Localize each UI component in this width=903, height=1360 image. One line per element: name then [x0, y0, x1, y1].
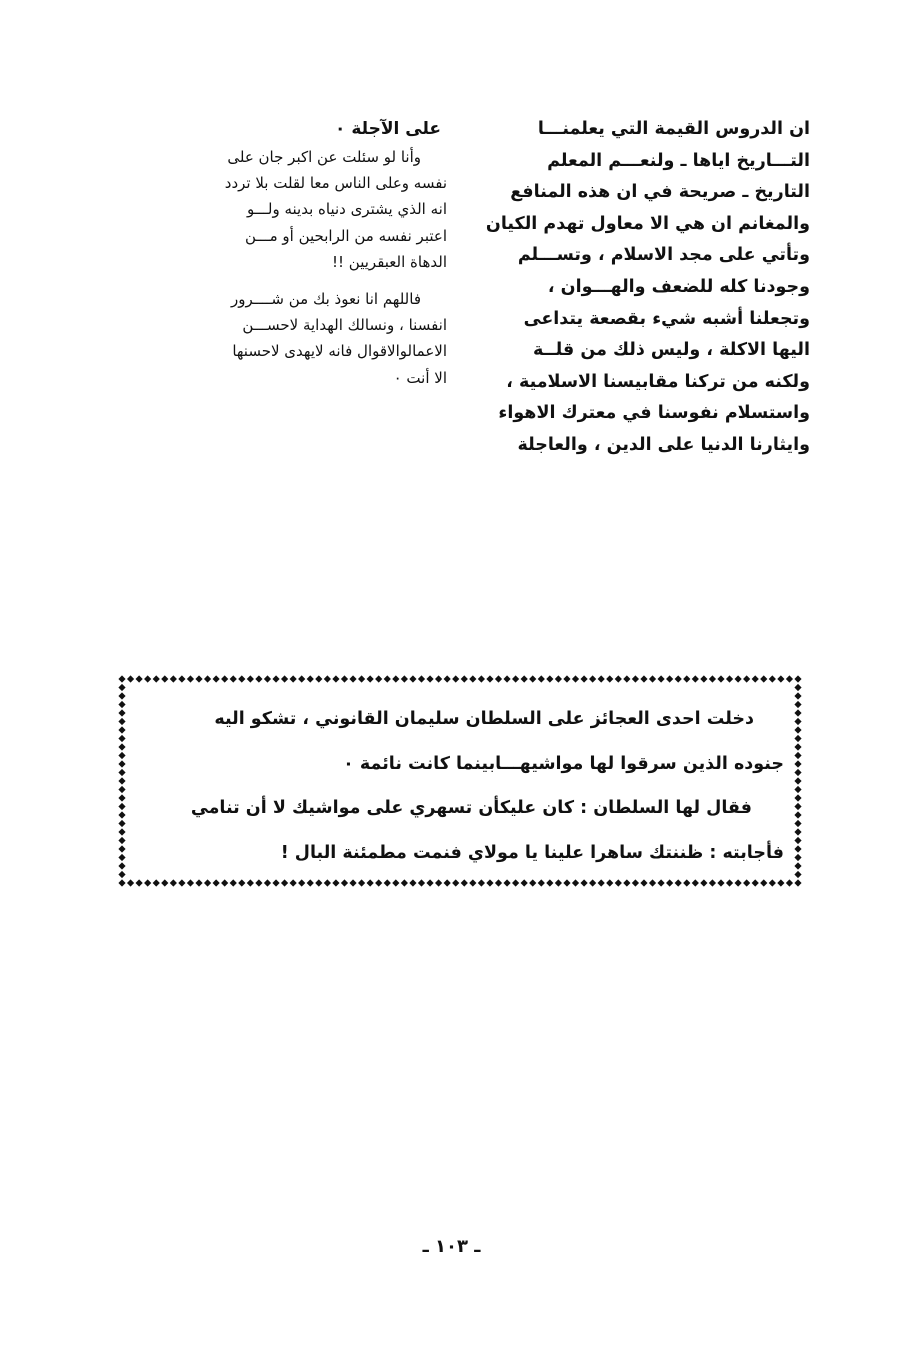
left-column: [117, 114, 447, 391]
right-column-line: التـــاريخ اياها ـ ولنعـــم المعلم: [547, 150, 810, 171]
right-column-line: وتأتي على مجد الاسلام ، وتســـلم: [517, 245, 810, 266]
right-column-line: وايثارنا الدنيا على الدين ، والعاجلة: [517, 434, 810, 455]
paragraph-2: [117, 286, 447, 391]
left-column-heading: على الآجلة ٠: [335, 119, 441, 139]
page-number: ـ ١٠٣ ـ: [422, 1236, 481, 1257]
paragraph-line: نفسه وعلى الناس معا لقلت بلا تردد: [224, 174, 447, 193]
paragraph-line: وأنا لو سئلت عن اكبر جان على: [227, 148, 421, 166]
paragraph-spacer: [117, 275, 447, 286]
paragraph-line: انفسنا ، ونسالك الهداية لاحســـن: [242, 316, 447, 335]
anecdote-text: [136, 697, 784, 875]
right-column-line: وجودنا كله للضعف والهـــوان ،: [547, 276, 810, 297]
anecdote-box: [116, 673, 804, 889]
anecdote-line: فأجابته : ظننتك ساهرا علينا يا مولاي فنمت مطمئنة البال !: [280, 842, 784, 863]
right-column-line: وتجعلنا أشبه شيء بقصعة يتداعى: [523, 308, 810, 329]
paragraph-line: انه الذي يشترى دنياه بدينه ولـــو: [246, 200, 447, 219]
paragraph-1: [117, 144, 447, 275]
paragraph-line: اعتبر نفسه من الرابحين أو مـــن: [245, 226, 447, 245]
anecdote-line: جنوده الذين سرقوا لها مواشيهـــابينما كانت نائمة ٠: [343, 753, 784, 774]
paragraph-line: فاللهم انا نعوذ بك من شــــرور: [231, 290, 421, 309]
paragraph-line: الا أنت ٠: [393, 368, 447, 387]
right-column: [484, 114, 810, 462]
right-column-line: اليها الاكلة ، وليس ذلك من قلــة: [533, 340, 810, 361]
right-column-line: واستسلام نفوسنا في معترك الاهواء: [498, 403, 810, 424]
right-column-line: ان الدروس القيمة التي يعلمنـــا: [537, 119, 810, 139]
anecdote-line: فقال لها السلطان : كان عليكأن تسهري على مواشيك لا أن تنامي: [190, 798, 752, 818]
right-column-line: ولكنه من تركنا مقابيسنا الاسلامية ،: [506, 371, 810, 392]
right-column-line: التاريخ ـ صريحة في ان هذه المنافع: [510, 182, 810, 203]
paragraph-line: الدهاة العبقريين !!: [332, 252, 447, 271]
right-column-line: والمغانم ان هي الا معاول تهدم الكيان: [485, 213, 810, 234]
anecdote-line: دخلت احدى العجائز على السلطان سليمان القانوني ، تشكو اليه: [214, 709, 754, 729]
paragraph-line: الاعمالوالاقوال فانه لايهدى لاحسنها: [232, 342, 447, 361]
